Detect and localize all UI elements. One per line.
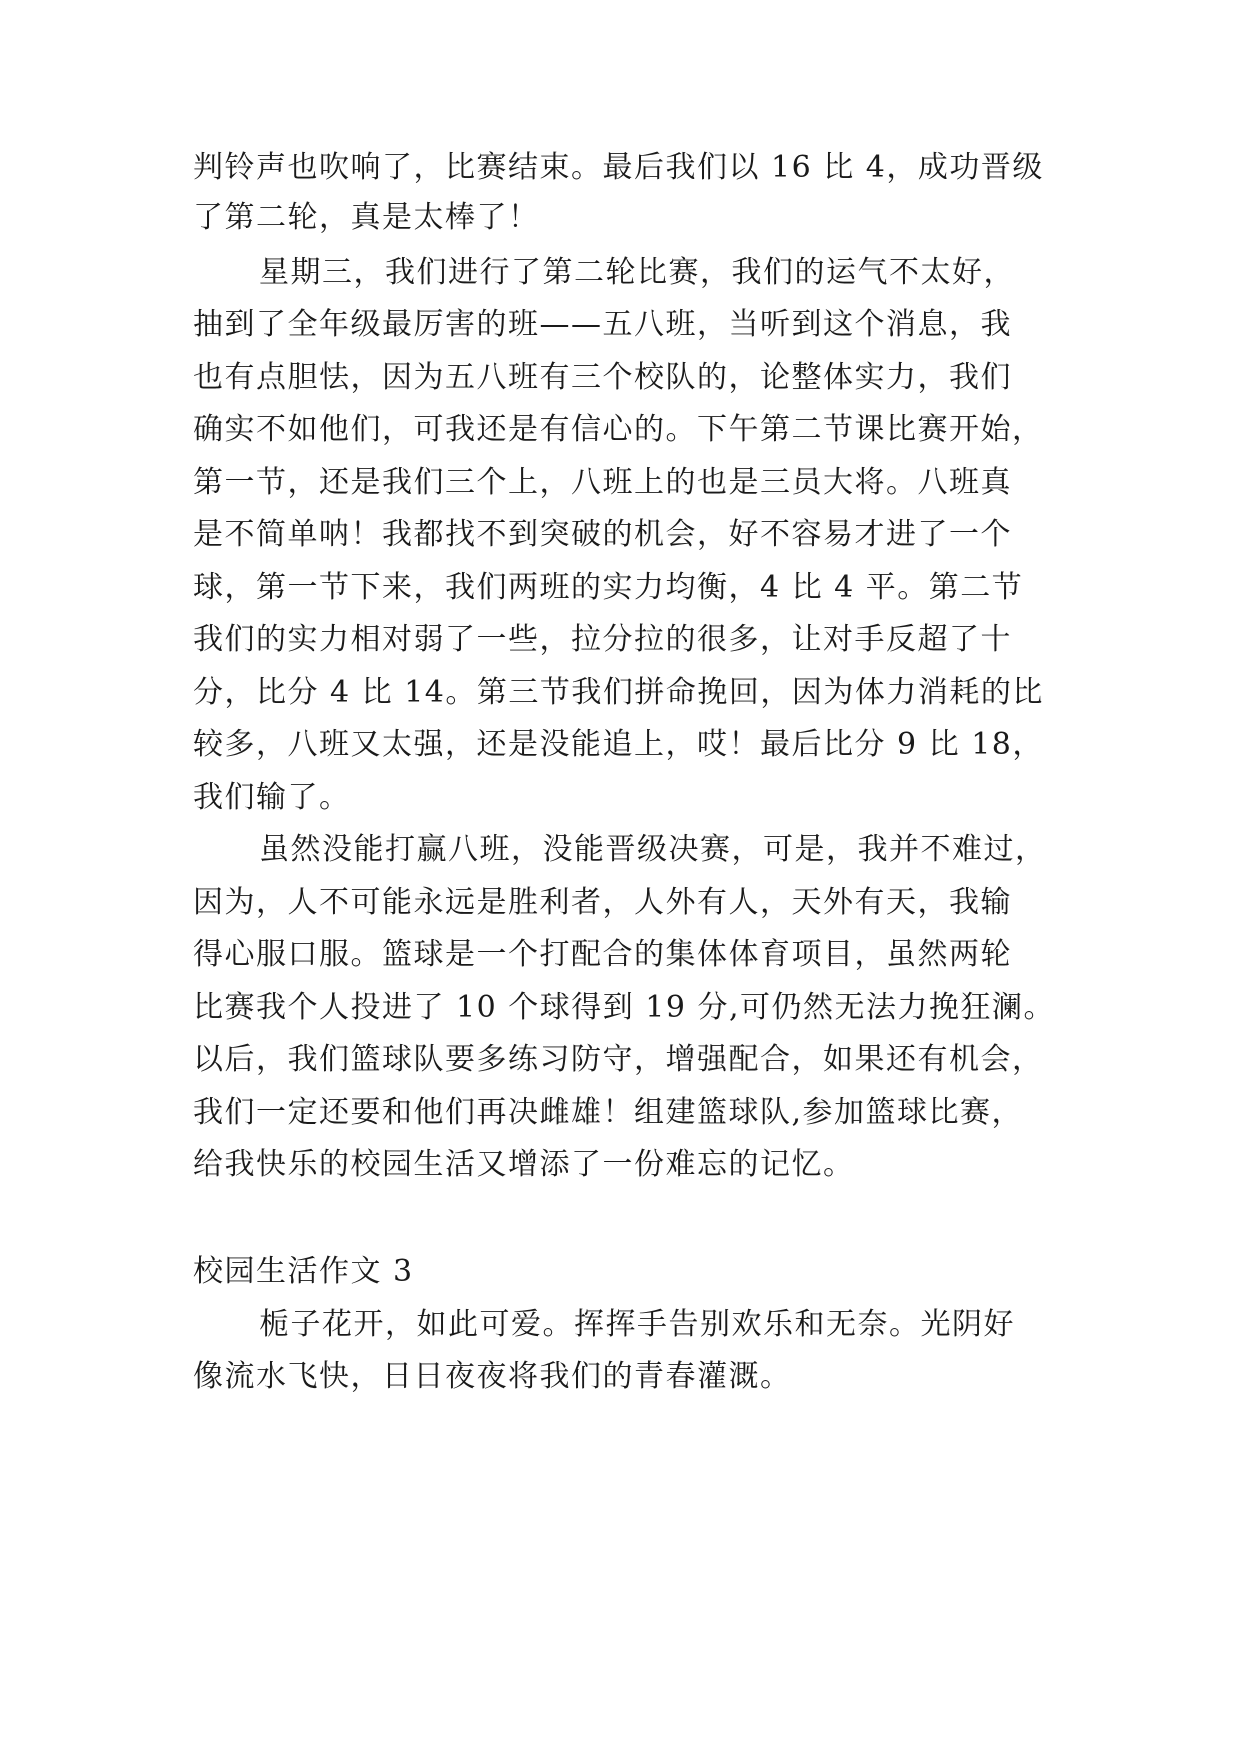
text-line: 了第二轮，真是太棒了！ [193,200,540,235]
text-line: 以后，我们篮球队要多练习防守，增强配合，如果还有机会， [193,1042,1044,1077]
text-line: 我们输了。 [193,780,351,815]
text-line: 像流水飞快，日日夜夜将我们的青春灌溉。 [193,1359,792,1394]
text-line: 给我快乐的校园生活又增添了一份难忘的记忆。 [193,1147,855,1182]
text-line: 确实不如他们，可我还是有信心的。下午第二节课比赛开始， [193,412,1044,447]
paragraph-start: 星期三，我们进行了第二轮比赛，我们的运气不太好， [259,255,1015,290]
text-line: 也有点胆怯，因为五八班有三个校队的，论整体实力，我们 [193,360,1012,395]
text-line: 分，比分 4 比 14。第三节我们拼命挽回，因为体力消耗的比 [193,675,1044,710]
text-line: 得心服口服。篮球是一个打配合的集体体育项目，虽然两轮 [193,937,1012,972]
text-line: 因为，人不可能永远是胜利者，人外有人，天外有天，我输 [193,885,1012,920]
text-line: 判铃声也吹响了，比赛结束。最后我们以 16 比 4，成功晋级 [193,150,1044,185]
text-line: 第一节，还是我们三个上，八班上的也是三员大将。八班真 [193,465,1012,500]
paragraph-start: 栀子花开，如此可爱。挥挥手告别欢乐和无奈。光阴好 [259,1307,1015,1342]
text-line: 我们的实力相对弱了一些，拉分拉的很多，让对手反超了十 [193,622,1012,657]
section-title: 校园生活作文 3 [193,1254,414,1289]
text-line: 比赛我个人投进了 10 个球得到 19 分,可仍然无法力挽狂澜。 [193,990,1056,1025]
text-line: 我们一定还要和他们再决雌雄！组建篮球队,参加篮球比赛， [193,1095,1024,1130]
paragraph-start: 虽然没能打赢八班，没能晋级决赛，可是，我并不难过， [259,832,1047,867]
text-line: 球，第一节下来，我们两班的实力均衡，4 比 4 平。第二节 [193,570,1024,605]
text-line: 是不简单呐！我都找不到突破的机会，好不容易才进了一个 [193,517,1012,552]
text-line: 较多，八班又太强，还是没能追上，哎！最后比分 9 比 18， [193,727,1044,762]
text-line: 抽到了全年级最厉害的班——五八班，当听到这个消息，我 [193,307,1012,342]
